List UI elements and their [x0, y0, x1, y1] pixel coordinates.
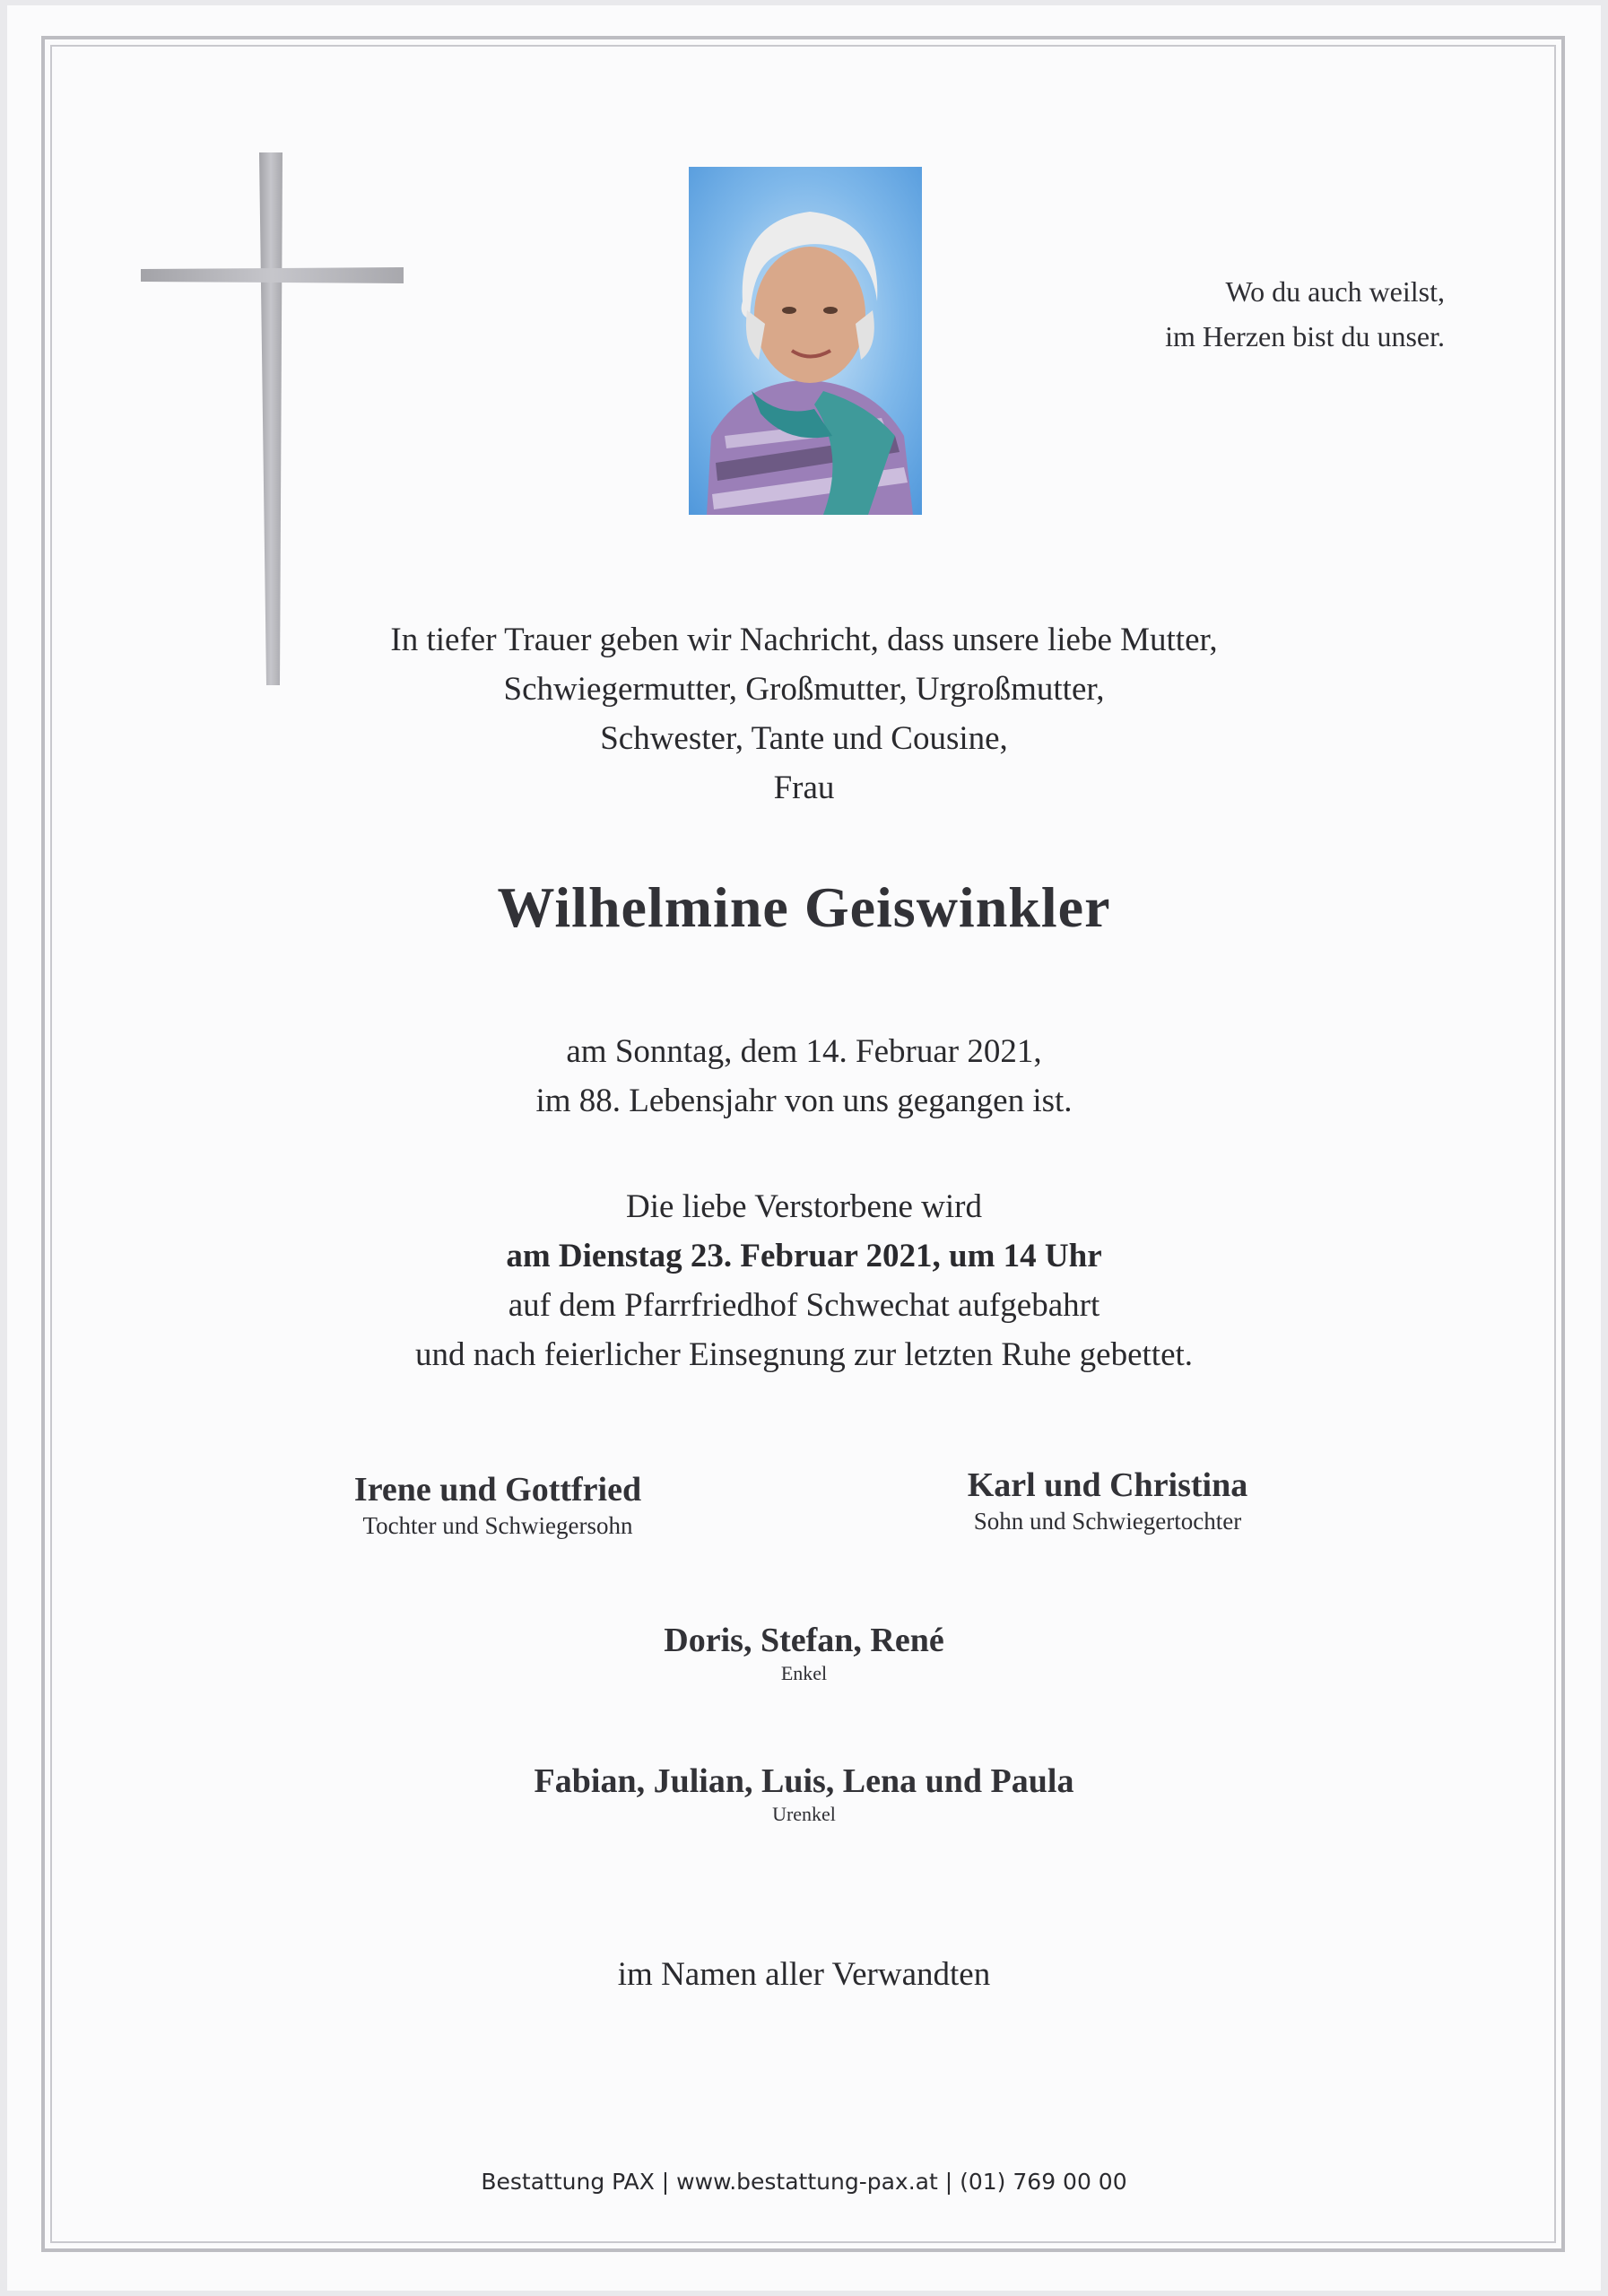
- mourner-group: [0, 1761, 1608, 1827]
- death-notice: [0, 1027, 1608, 1126]
- mourner-group: [0, 1620, 1608, 1686]
- motto-line: Wo du auch weilst,: [1225, 275, 1445, 308]
- mourner-relation: Sohn und Schwiegertochter: [973, 1508, 1242, 1535]
- closing-line: im Namen aller Verwandten: [617, 1956, 991, 1993]
- portrait-photo: [689, 167, 922, 515]
- funeral-datetime: am Dienstag 23. Februar 2021, um 14 Uhr: [506, 1238, 1102, 1274]
- funeral-details: [0, 1182, 1608, 1379]
- motto: [1068, 269, 1445, 359]
- mourner-relation: Tochter und Schwiegersohn: [362, 1512, 633, 1539]
- announcement-line: Schwiegermutter, Großmutter, Urgroßmutter,: [503, 671, 1105, 708]
- funeral-line: Die liebe Verstorbene wird: [626, 1188, 982, 1225]
- funeral-line: auf dem Pfarrfriedhof Schwechat aufgebahrt: [508, 1287, 1100, 1324]
- deceased-name: Wilhelmine Geiswinkler: [497, 875, 1111, 939]
- announcement-line: Schwester, Tante und Cousine,: [600, 720, 1008, 757]
- mourner-names: Karl und Christina: [967, 1466, 1248, 1504]
- death-date-line: am Sonntag, dem 14. Februar 2021,: [566, 1033, 1042, 1070]
- mourner-relation: Urenkel: [772, 1803, 836, 1825]
- motto-line: im Herzen bist du unser.: [1165, 320, 1445, 352]
- footer-contact: Bestattung PAX | www.bestattung-pax.at | (01) 769 00 00: [481, 2169, 1127, 2195]
- mourner-names: Doris, Stefan, René: [664, 1622, 944, 1659]
- funeral-line: und nach feierlicher Einsegnung zur letzten Ruhe gebettet.: [414, 1336, 1194, 1373]
- death-age-line: im 88. Lebensjahr von uns gegangen ist.: [535, 1083, 1073, 1119]
- announcement-line: In tiefer Trauer geben wir Nachricht, dass unsere liebe Mutter,: [390, 622, 1218, 658]
- announcement-line: Frau: [773, 770, 835, 806]
- mourner-relation: Enkel: [780, 1662, 828, 1684]
- mourner-group: [318, 1469, 677, 1541]
- announcement: [0, 615, 1608, 813]
- cross-icon: [139, 152, 408, 691]
- mourner-names: Fabian, Julian, Luis, Lena und Paula: [534, 1762, 1074, 1800]
- mourner-names: Irene und Gottfried: [353, 1471, 642, 1509]
- mourner-group: [924, 1465, 1291, 1536]
